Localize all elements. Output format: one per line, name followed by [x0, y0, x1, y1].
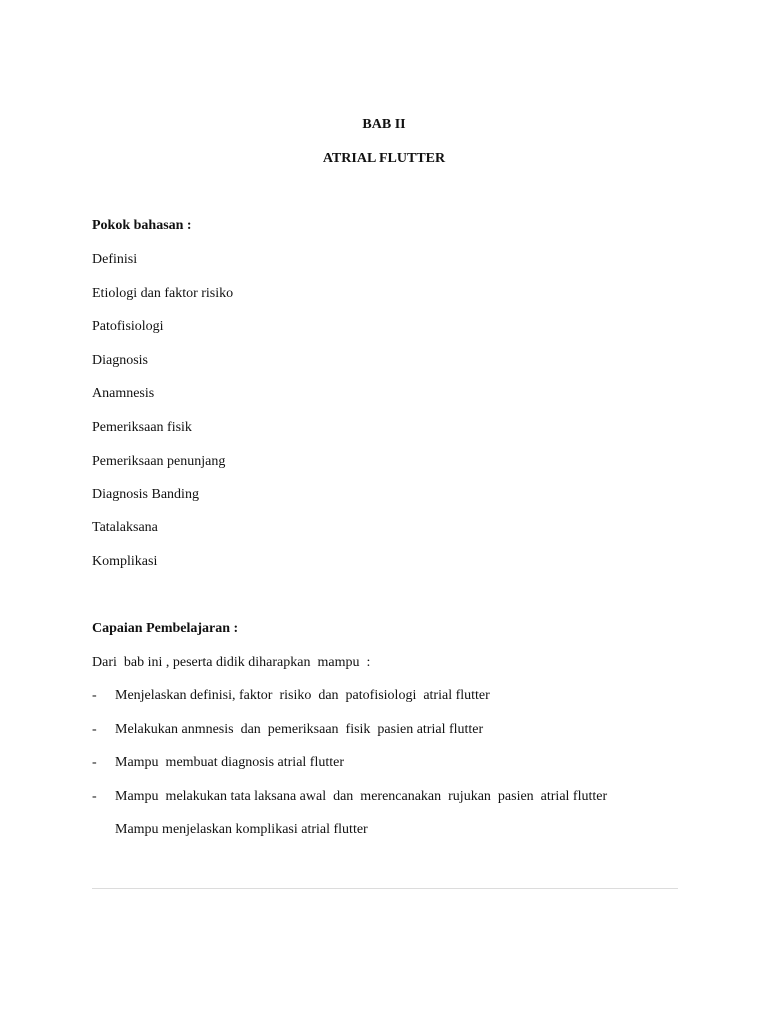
bullet-dash: - [92, 722, 97, 737]
outcome-text: Mampu membuat diagnosis atrial flutter [115, 755, 345, 770]
outcome-continuation: Mampu menjelaskan komplikasi atrial flutter [115, 822, 368, 837]
topic-item: Anamnesis [92, 386, 155, 401]
topic-item: Tatalaksana [92, 520, 158, 535]
topic-item: Pemeriksaan fisik [92, 420, 192, 435]
bullet-dash: - [92, 789, 97, 804]
outcome-text: Menjelaskan definisi, faktor risiko dan patofisiologi atrial flutter [115, 688, 490, 703]
chapter-number: BAB II [362, 117, 406, 132]
bullet-dash: - [92, 688, 97, 703]
outcome-text: Melakukan anmnesis dan pemeriksaan fisik pasien atrial flutter [115, 722, 484, 737]
topics-heading: Pokok bahasan : [92, 218, 192, 233]
topic-item: Diagnosis [92, 353, 148, 368]
topic-item: Diagnosis Banding [92, 487, 199, 502]
outcomes-intro: Dari bab ini , peserta didik diharapkan mampu : [92, 655, 371, 670]
page-divider [92, 888, 678, 889]
outcome-text: Mampu melakukan tata laksana awal dan merencanakan rujukan pasien atrial flutter [115, 789, 608, 804]
topic-item: Komplikasi [92, 554, 158, 569]
topic-item: Patofisiologi [92, 319, 164, 334]
topic-item: Pemeriksaan penunjang [92, 454, 226, 469]
topic-item: Definisi [92, 252, 138, 267]
outcomes-heading: Capaian Pembelajaran : [92, 621, 239, 636]
chapter-title: ATRIAL FLUTTER [322, 151, 446, 166]
topic-item: Etiologi dan faktor risiko [92, 286, 234, 301]
bullet-dash: - [92, 755, 97, 770]
